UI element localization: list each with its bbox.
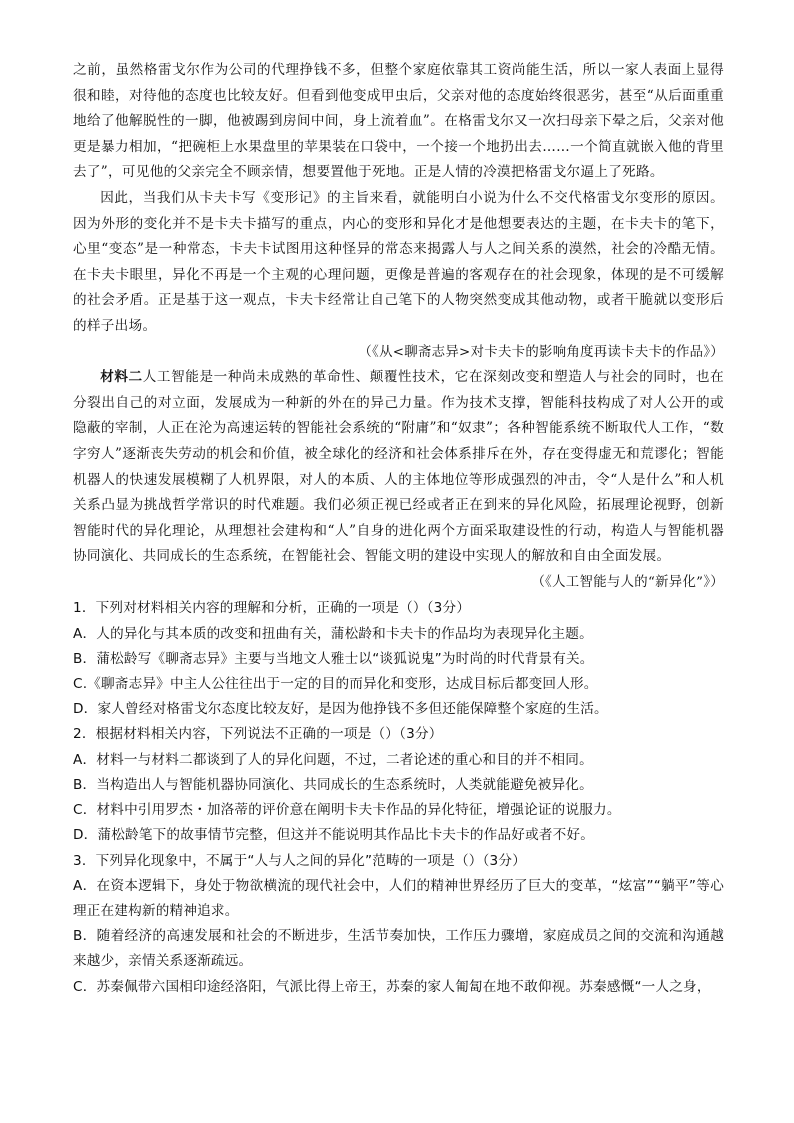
option-a: A．材料一与材料二都谈到了人的异化问题，不过，二者论述的重心和目的并不相同。 [73,751,593,768]
material-two-section [73,365,724,595]
question-stem: 1．下列对材料相关内容的理解和分析，正确的一项是（）（3分） [73,600,471,617]
option-a: A．人的异化与其本质的改变和扭曲有关，蒲松龄和卡夫卡的作品均为表现异化主题。 [73,625,593,642]
option-b: B．当构造出人与智能机器协同演化、共同成长的生态系统时，人类就能避免被异化。 [73,776,593,793]
material-two-label: 材料二 [100,369,143,386]
question-stem: 2．根据材料相关内容，下列说法不正确的一项是（）（3分） [73,726,443,743]
material-one-source: （《从<聊斋志异>对卡夫卡的影响角度再读卡夫卡的作品》） [358,344,724,360]
option-b: B．随着经济的高速发展和社会的不断进步，生活节奏加快，工作压力骤增，家庭成员之间的交流和沟通越来越少，亲情关系逐渐疏远。 [73,928,724,970]
material-two-paragraph [73,365,724,570]
material-one-paragraph-continued: 之前，虽然格雷戈尔作为公司的代理挣钱不多，但整个家庭依靠其工资尚能生活，所以一家人表面上显得很和睦，对待他的态度也比较友好。但看到他变成甲虫后，父亲对他的态度始终很恶劣，甚至“从后面重重地给了他解脱性的一脚，他被踢到房间中间，身上流着血”。在格雷戈尔又一次扫母亲下晕之后，父亲对他更是暴力相加，“把碗柜上水果盘里的苹果装在口袋中，一个接一个地扔出去……一个简直就嵌入他的背里去了”，可见他的父亲完全不顾亲情，想要置他于死地。正是人情的冷漠把格雷戈尔逼上了死路。 [73,62,724,181]
material-two-text: 人工智能是一种尚未成熟的革命性、颠覆性技术，它在深刻改变和塑造人与社会的同时，也在分裂出自己的对立面，发展成为一种新的外在的异己力量。作为技术支撑，智能科技构成了对人公开的或隐蔽的宰制，人正在沦为高速运转的智能社会系统的“附庸”和“奴隶”；各种智能系统不断取代人工作，“数字穷人”逐渐丧失劳动的机会和价值，被全球化的经济和社会体系排斥在外，存在变得虚无和荒谬化；智能机器人的快速发展模糊了人机界限，对人的本质、人的主体地位等形成强烈的冲击，令“人是什么”和人机关系凸显为挑战哲学常识的时代难题。我们必须正视已经或者正在到来的异化风险，拓展理论视野，创新智能时代的异化理论，从理想社会建构和“人”自身的进化两个方面采取建设性的行动，构造人与智能机器协同演化、共同成长的生态系统，在智能社会、智能文明的建设中实现人的解放和自由全面发展。 [73,369,725,565]
question-stem: 3．下列异化现象中，不属于“人与人之间的异化”范畴的一项是（）（3分） [73,852,526,869]
option-c: C．苏秦佩带六国相印途经洛阳，气派比得上帝王，苏秦的家人匍匐在地不敢仰视。苏秦感慨“一人之身， [73,978,711,995]
question-3 [73,849,724,1000]
option-c: C．材料中引用罗杰・加洛蒂的评价意在阐明卡夫卡作品的异化特征，增强论证的说服力。 [73,802,621,819]
material-one-section [73,58,724,365]
option-b: B．蒲松龄写《聊斋志异》主要与当地文人雅士以“谈狐说鬼”为时尚的时代背景有关。 [73,650,594,667]
question-list [73,596,724,999]
option-c: C.《聊斋志异》中主人公往往出于一定的目的而异化和变形，达成目标后都变回人形。 [73,676,598,693]
option-a: A．在资本逻辑下，身处于物欲横流的现代社会中，人们的精神世界经历了巨大的变革，“炫富”“躺平”等心理正在建构新的精神追求。 [73,877,725,919]
material-two-source: （《人工智能与人的“新异化”》） [531,574,724,590]
question-2 [73,722,724,848]
option-d: D．家人曾经对格雷戈尔态度比较友好，是因为他挣钱不多但还能保障整个家庭的生活。 [73,701,608,718]
material-one-paragraph-2: 因此，当我们从卡夫卡写《变形记》的主旨来看，就能明白小说为什么不交代格雷戈尔变形的原因。因为外形的变化并不是卡夫卡描写的重点，内心的变形和异化才是他想要表达的主题，在卡夫卡的笔下，心里“变态”是一种常态，卡夫卡试图用这种怪异的常态来揭露人与人之间关系的漠然，社会的冷酷无情。在卡夫卡眼里，异化不再是一个主观的心理问题，更像是普遍的客观存在的社会现象，体现的是不可缓解的社会矛盾。正是基于这一观点，卡夫卡经常让自己笔下的人物突然变成其他动物，或者干脆就以变形后的样子出场。 [73,189,724,334]
question-1 [73,596,724,722]
option-d: D．蒲松龄笔下的故事情节完整，但这并不能说明其作品比卡夫卡的作品好或者不好。 [73,827,595,844]
